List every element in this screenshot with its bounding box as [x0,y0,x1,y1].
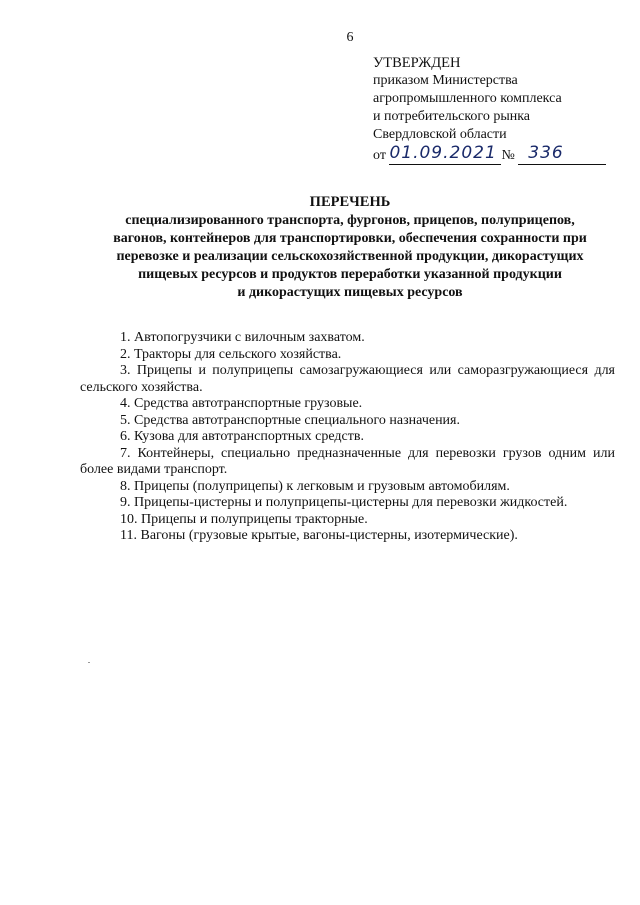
list-item: 10. Прицепы и полуприцепы тракторные. [120,511,368,527]
subtitle-line: перевозке и реализации сельскохозяйственной продукции, дикорастущих [116,249,584,264]
approval-line: и потребительского рынка [373,109,531,124]
approval-title: УТВЕРЖДЕН [373,55,461,71]
number-prefix: № [501,148,515,163]
approval-date-row [373,144,606,164]
page-number: 6 [346,30,354,45]
list-item: 3. Прицепы и полуприцепы самозагружающиеся или саморазгружающиеся для сельского хозяйства. [80,363,615,395]
list-item: 4. Средства автотранспортные грузовые. [120,396,363,411]
list-item: 6. Кузова для автотранспортных средств. [120,429,364,444]
date-prefix: от [373,148,386,163]
document-title: ПЕРЕЧЕНЬ [309,194,391,210]
scan-speck [88,662,90,663]
subtitle-line: и дикорастущих пищевых ресурсов [237,285,463,300]
approval-block [373,54,606,164]
approval-line: приказом Министерства [373,73,518,88]
approval-line: Свердловской области [373,127,507,142]
number-field [518,144,606,165]
subtitle-line: пищевых ресурсов и продуктов переработки указанной продукции [138,267,562,282]
subtitle-line: вагонов, контейнеров для транспортировки, обеспечения сохранности при [113,231,587,246]
list-item: 9. Прицепы-цистерны и полуприцепы-цистерны для перевозки жидкостей. [120,495,568,510]
handwritten-number: 336 [528,143,564,163]
approval-line: агропромышленного комплекса [373,91,562,106]
handwritten-date: 01.09.2021 [389,143,497,163]
list-item: 5. Средства автотранспортные специального назначения. [120,412,460,428]
list-item: 11. Вагоны (грузовые крытые, вагоны-цистерны, изотермические). [120,528,518,543]
item-list [80,330,615,545]
subtitle-line: специализированного транспорта, фургонов, прицепов, полуприцепов, [125,213,575,228]
list-item: 7. Контейнеры, специально предназначенные для перевозки грузов одним или более видами транспорт. [80,445,615,477]
list-item: 8. Прицепы (полуприцепы) к легковым и грузовым автомобилям. [120,478,510,494]
list-item: 1. Автопогрузчики с вилочным захватом. [120,330,365,345]
document-heading [60,193,640,302]
date-field [389,144,501,165]
list-item: 2. Тракторы для сельского хозяйства. [120,346,342,362]
